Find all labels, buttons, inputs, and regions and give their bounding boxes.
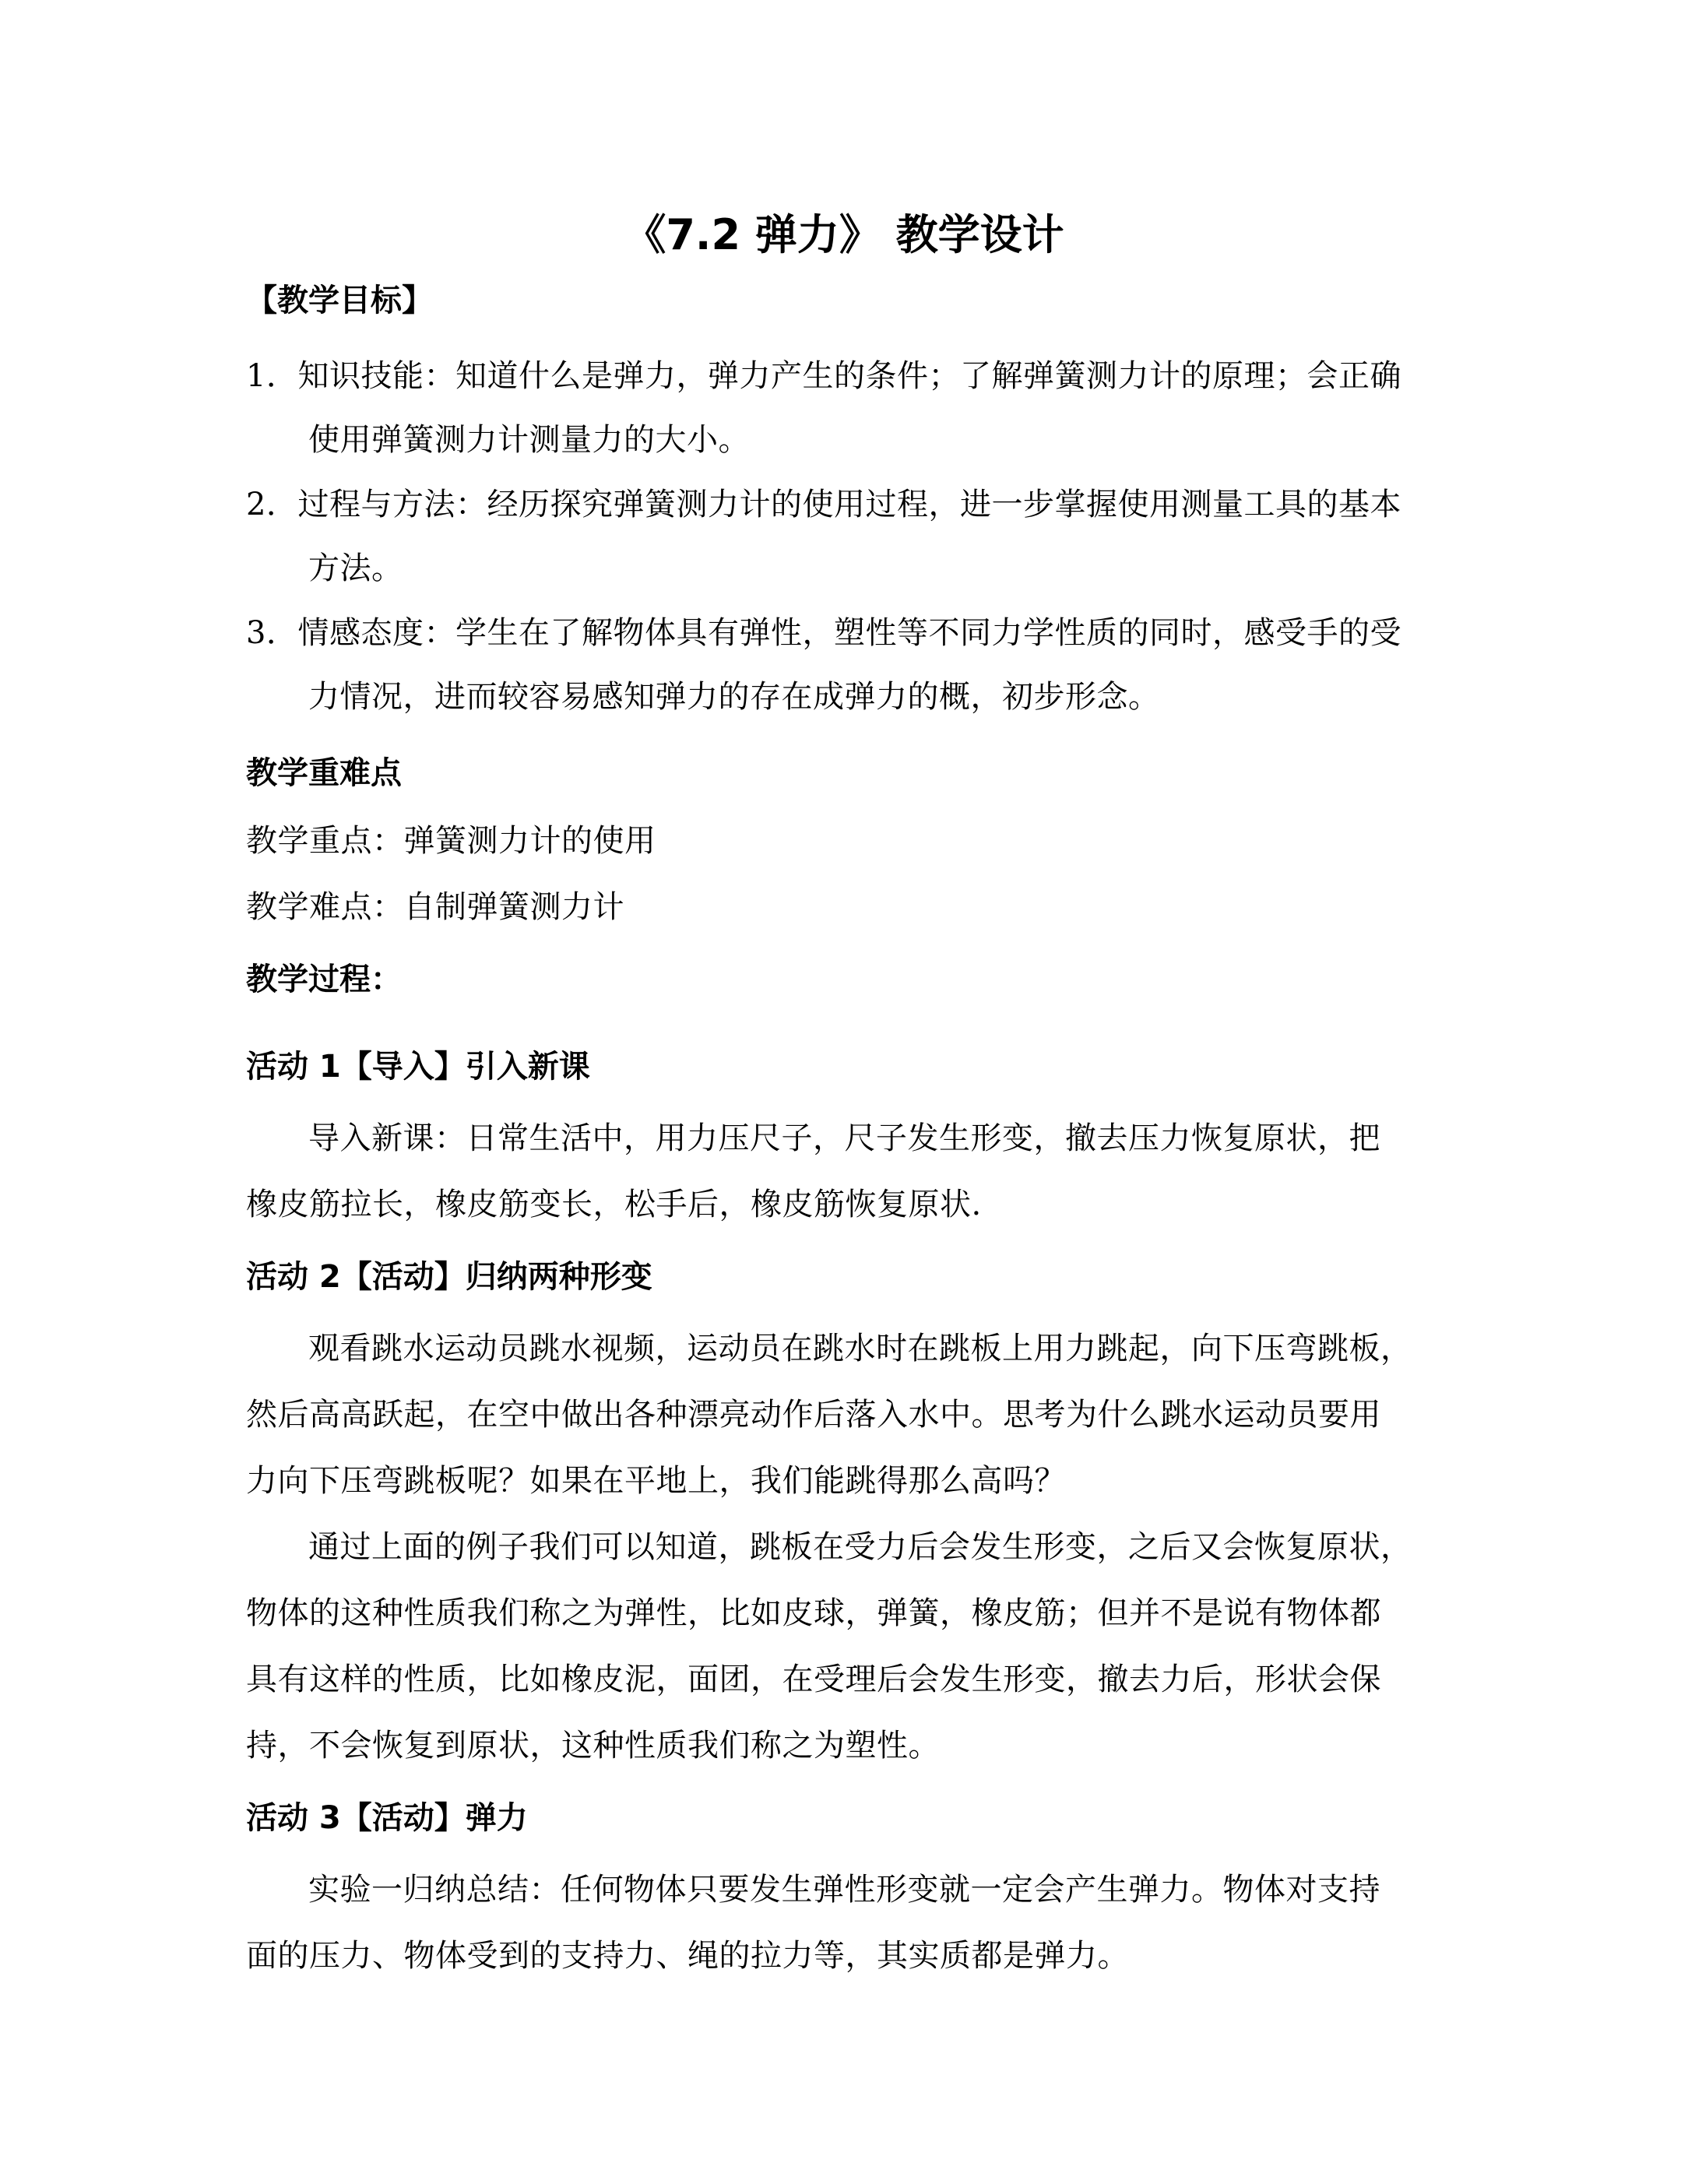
- objective-3-line2: 力情况，进而较容易感知弹力的存在成弹力的概，初步形念。: [308, 679, 1160, 715]
- activity-2-line: 具有这样的性质，比如橡皮泥，面团，在受理后会发生形变，撤去力后，形状会保: [246, 1662, 1381, 1697]
- activity-2-line: 力向下压弯跳板呢？如果在平地上，我们能跳得那么高吗？: [246, 1463, 1066, 1499]
- objective-3-line1: 3．情感态度：学生在了解物体具有弹性，塑性等不同力学性质的同时，感受手的受: [246, 615, 1401, 651]
- activity-3-heading: 活动 3【活动】弹力: [246, 1800, 528, 1836]
- activity-2-line: 持，不会恢复到原状，这种性质我们称之为塑性。: [246, 1728, 940, 1764]
- process-heading: 教学过程：: [246, 962, 402, 997]
- difficult-point-text: 教学难点：自制弹簧测力计: [246, 889, 624, 925]
- objective-2-line2: 方法。: [308, 550, 403, 586]
- activity-1-line: 导入新课：日常生活中，用力压尺子，尺子发生形变，撤去压力恢复原状，把: [308, 1120, 1380, 1156]
- activity-1-heading: 活动 1【导入】引入新课: [246, 1049, 590, 1085]
- activity-3-line: 面的压力、物体受到的支持力、绳的拉力等，其实质都是弹力。: [246, 1938, 1129, 1974]
- key-points-heading: 教学重难点: [246, 755, 402, 791]
- activity-3-line: 实验一归纳总结：任何物体只要发生弹性形变就一定会产生弹力。物体对支持: [308, 1872, 1380, 1908]
- activity-2-line: 观看跳水运动员跳水视频，运动员在跳水时在跳板上用力跳起，向下压弯跳板，: [308, 1331, 1412, 1366]
- objective-2-line1: 2．过程与方法：经历探究弹簧测力计的使用过程，进一步掌握使用测量工具的基本: [246, 487, 1401, 522]
- activity-1-line: 橡皮筋拉长，橡皮筋变长，松手后，橡皮筋恢复原状.: [246, 1187, 982, 1222]
- activity-2-line: 通过上面的例子我们可以知道，跳板在受力后会发生形变，之后又会恢复原状，: [308, 1529, 1412, 1565]
- objective-1-line2: 使用弹簧测力计测量力的大小。: [308, 422, 750, 458]
- activity-2-heading: 活动 2【活动】归纳两种形变: [246, 1259, 652, 1295]
- activity-2-line: 物体的这种性质我们称之为弹性，比如皮球，弹簧，橡皮筋；但并不是说有物体都: [246, 1595, 1381, 1631]
- objectives-heading: 【教学目标】: [246, 283, 433, 318]
- activity-2-line: 然后高高跃起，在空中做出各种漂亮动作后落入水中。思考为什么跳水运动员要用: [246, 1397, 1381, 1433]
- key-point-text: 教学重点：弹簧测力计的使用: [246, 823, 656, 859]
- objective-1-line1: 1．知识技能：知道什么是弹力，弹力产生的条件；了解弹簧测力计的原理；会正确: [246, 358, 1401, 394]
- document-title: 《7.2 弹力》 教学设计: [624, 210, 1064, 259]
